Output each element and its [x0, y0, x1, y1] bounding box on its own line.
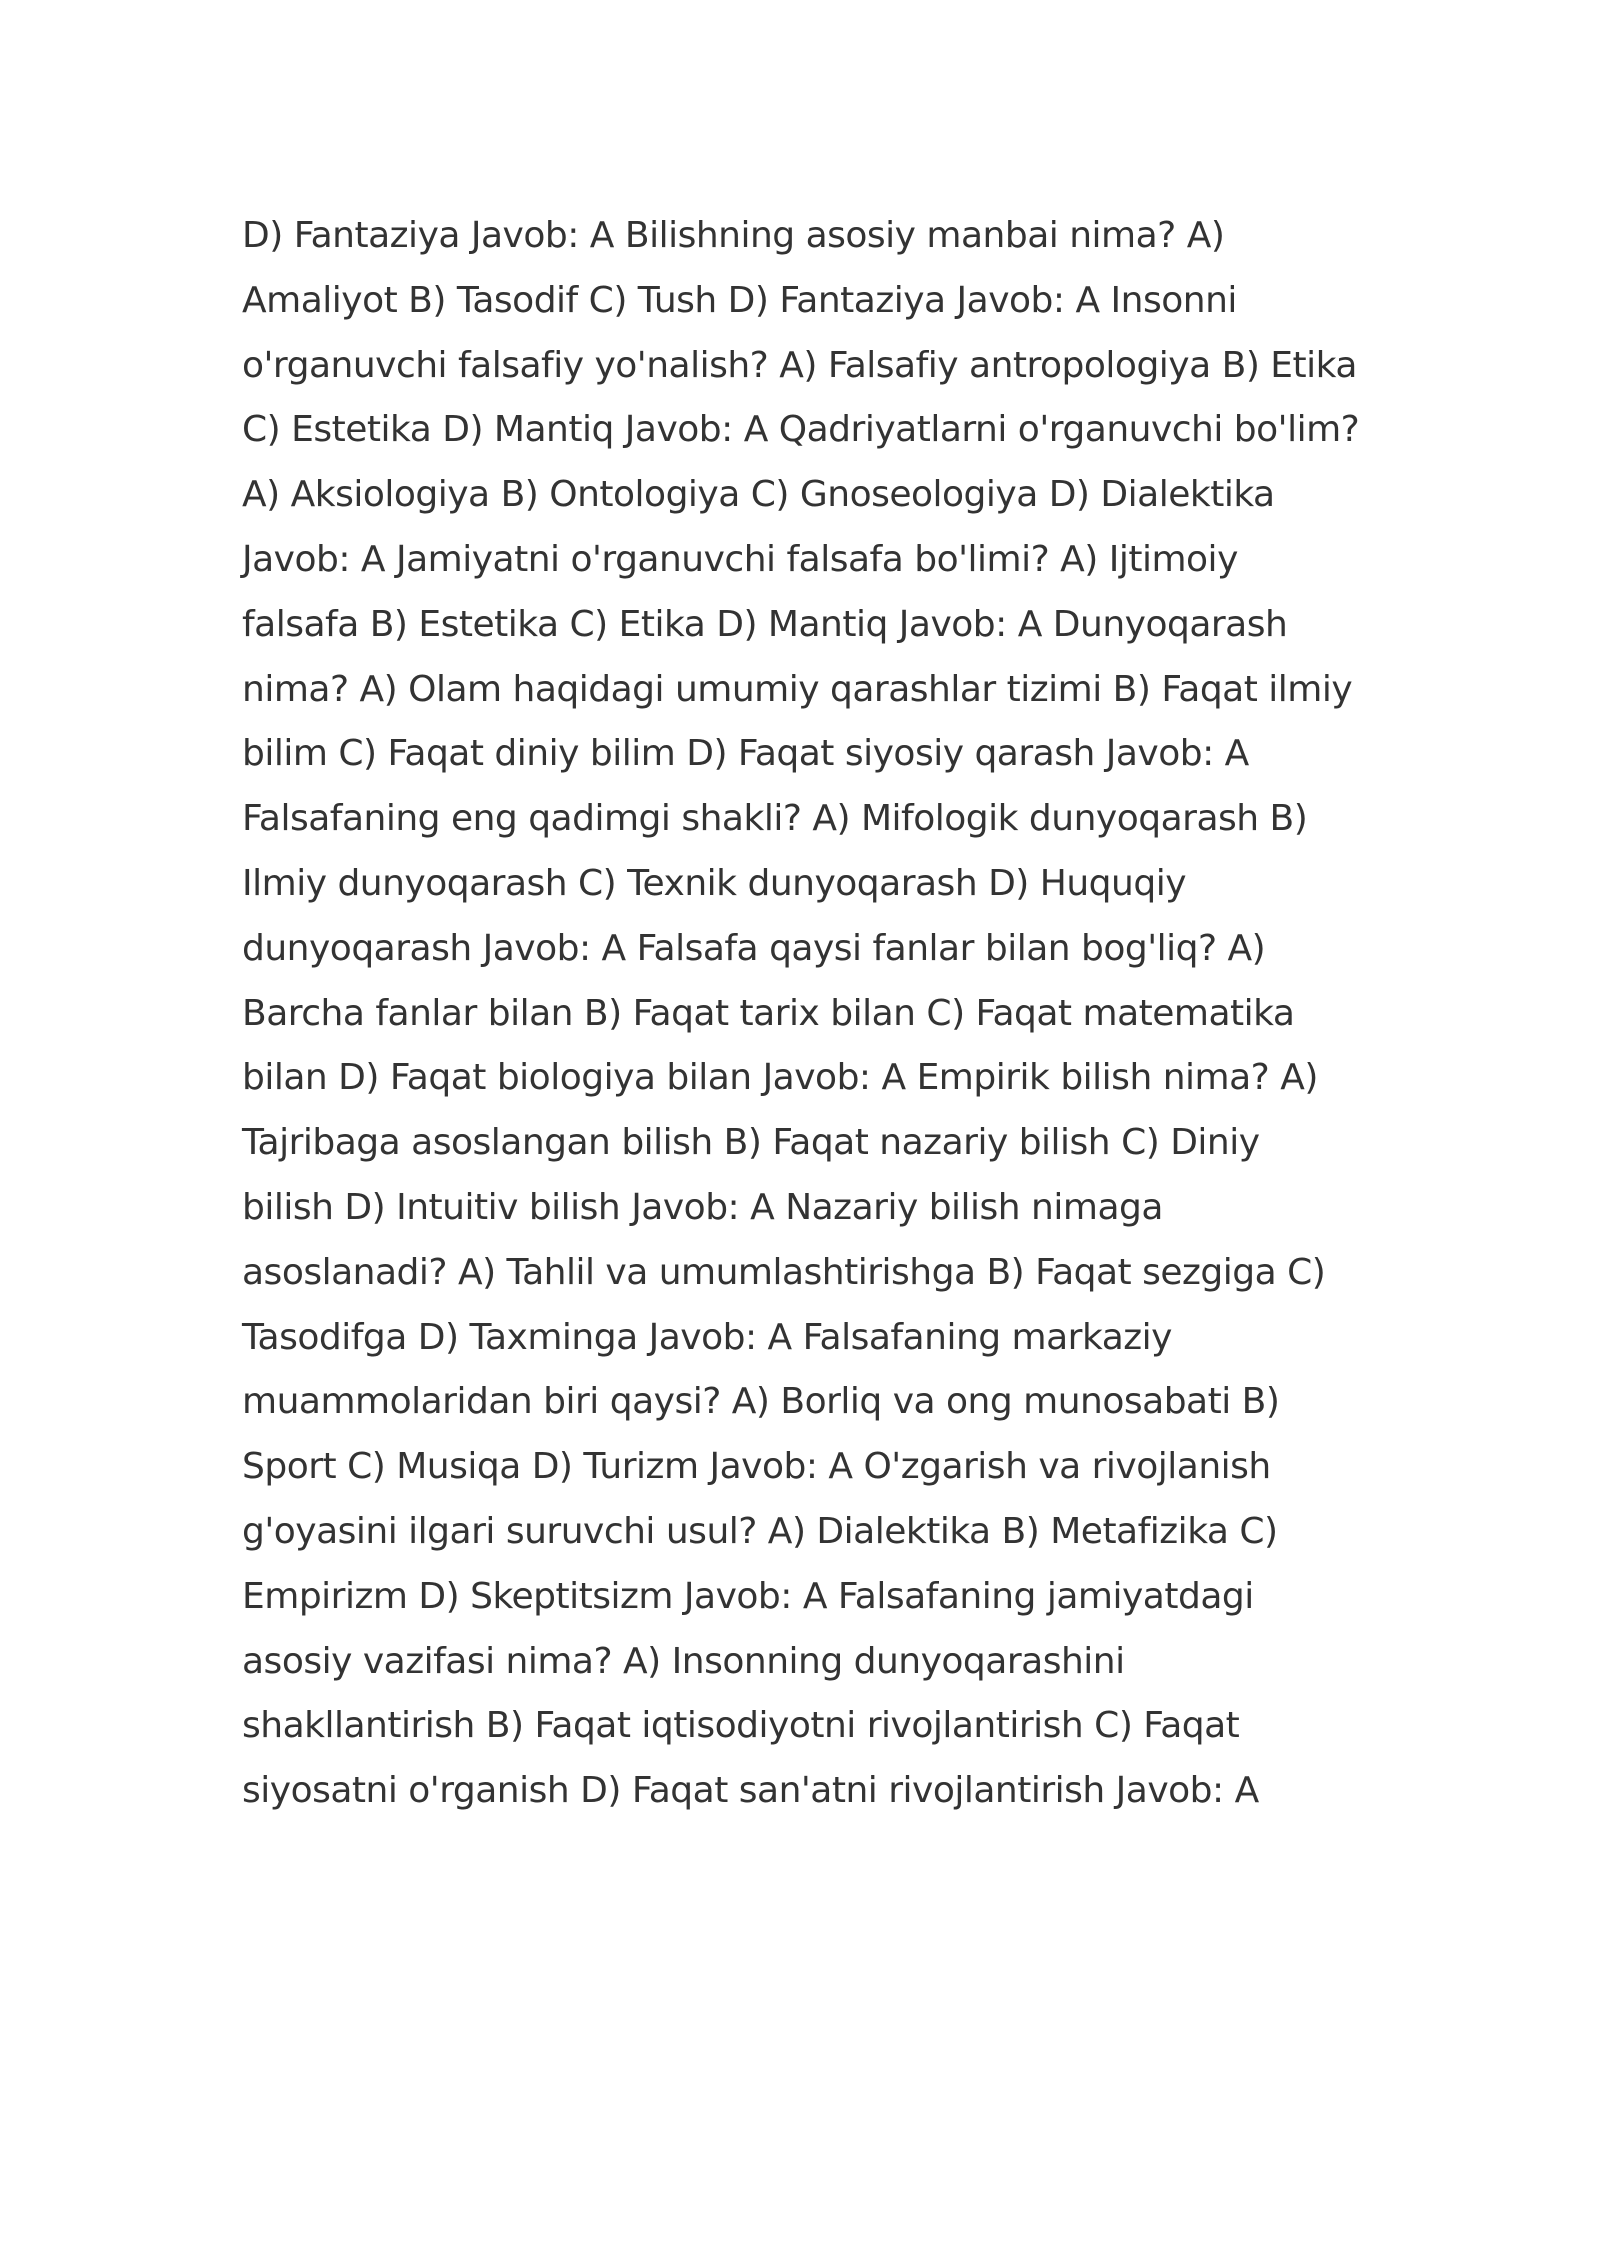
text-line: Sport C) Musiqa D) Turizm Javob: A O'zgarish va rivojlanish	[242, 1446, 1271, 1488]
text-line: o'rganuvchi falsafiy yo'nalish? A) Falsafiy antropologiya B) Etika	[242, 344, 1357, 386]
text-line: asoslanadi? A) Tahlil va umumlashtirishga B) Faqat sezgiga C)	[242, 1251, 1326, 1293]
text-line: muammolaridan biri qaysi? A) Borliq va ong munosabati B)	[242, 1381, 1280, 1423]
text-line: shakllantirish B) Faqat iqtisodiyotni rivojlantirish C) Faqat	[242, 1705, 1240, 1747]
body-text	[242, 204, 1382, 1824]
text-line: nima? A) Olam haqidagi umumiy qarashlar tizimi B) Faqat ilmiy	[242, 668, 1353, 710]
text-line: dunyoqarash Javob: A Falsafa qaysi fanlar bilan bog'liq? A)	[242, 927, 1266, 969]
text-line: D) Fantaziya Javob: A Bilishning asosiy manbai nima? A)	[242, 215, 1225, 256]
text-line: falsafa B) Estetika C) Etika D) Mantiq Javob: A Dunyoqarash	[242, 603, 1288, 645]
text-line: asosiy vazifasi nima? A) Insonning dunyoqarashini	[242, 1640, 1125, 1682]
text-line: Tajribaga asoslangan bilish B) Faqat nazariy bilish C) Diniy	[242, 1122, 1260, 1164]
text-line: siyosatni o'rganish D) Faqat san'atni rivojlantirish Javob: A	[242, 1770, 1259, 1812]
text-line: bilish D) Intuitiv bilish Javob: A Nazariy bilish nimaga	[242, 1186, 1163, 1228]
text-line: Barcha fanlar bilan B) Faqat tarix bilan C) Faqat matematika	[242, 992, 1295, 1034]
text-line: Empirizm D) Skeptitsizm Javob: A Falsafaning jamiyatdagi	[242, 1575, 1254, 1617]
text-line: bilim C) Faqat diniy bilim D) Faqat siyosiy qarash Javob: A	[242, 733, 1249, 775]
text-line: Falsafaning eng qadimgi shakli? A) Mifologik dunyoqarash B)	[242, 798, 1308, 840]
text-line: Tasodifga D) Taxminga Javob: A Falsafaning markaziy	[242, 1316, 1172, 1358]
text-line: bilan D) Faqat biologiya bilan Javob: A Empirik bilish nima? A)	[242, 1057, 1318, 1099]
text-line: Ilmiy dunyoqarash C) Texnik dunyoqarash D) Huquqiy	[242, 862, 1186, 904]
text-line: Amaliyot B) Tasodif C) Tush D) Fantaziya Javob: A Insonni	[242, 279, 1237, 321]
text-line: g'oyasini ilgari suruvchi usul? A) Dialektika B) Metafizika C)	[242, 1510, 1278, 1552]
text-line: Javob: A Jamiyatni o'rganuvchi falsafa bo'limi? A) Ijtimoiy	[242, 538, 1238, 580]
text-line: A) Aksiologiya B) Ontologiya C) Gnoseologiya D) Dialektika	[242, 474, 1275, 516]
text-line: C) Estetika D) Mantiq Javob: A Qadriyatlarni o'rganuvchi bo'lim?	[242, 409, 1360, 451]
